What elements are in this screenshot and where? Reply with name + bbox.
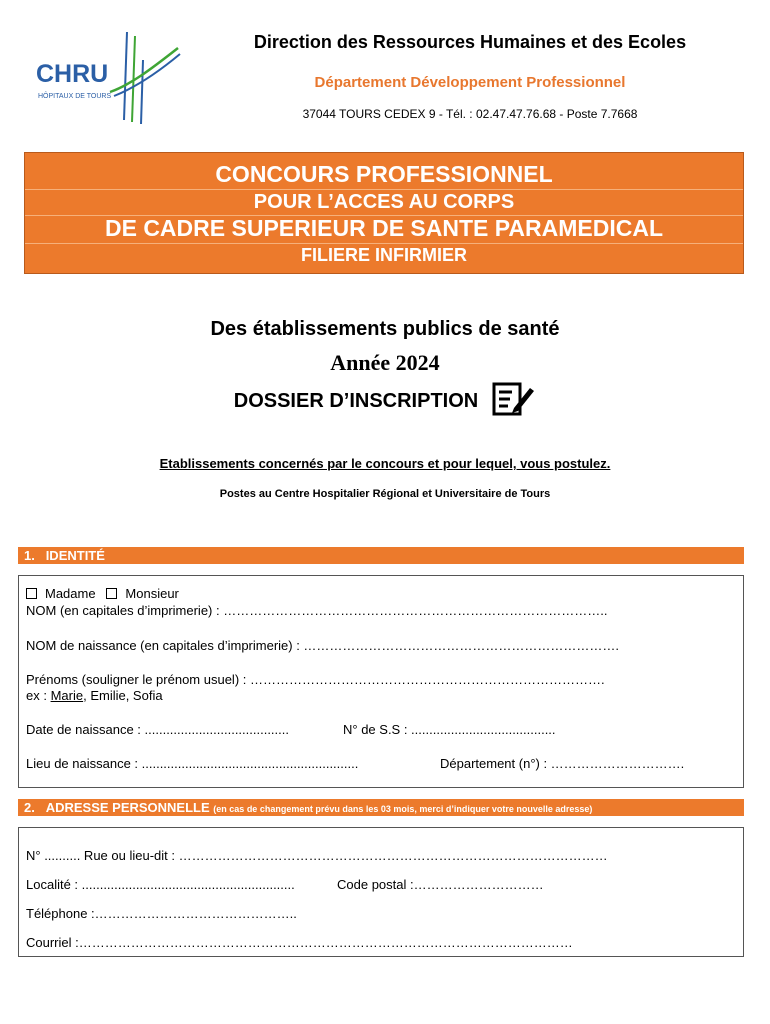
etablissements-title: Des établissements publics de santé (210, 318, 560, 340)
nom-field[interactable]: NOM (en capitales d’imprimerie) : …………………………………………………………………………….. (26, 603, 608, 618)
banner-line-1: CONCOURS PROFESSIONNEL (215, 161, 553, 187)
section-identite-header (18, 547, 744, 564)
logo-subtext: HÔPITAUX DE TOURS (38, 93, 112, 100)
madame-label: Madame (45, 586, 96, 601)
madame-checkbox[interactable] (26, 588, 37, 599)
direction-title: Direction des Ressources Humaines et des Ecoles (253, 32, 687, 52)
banner-line-4: FILIERE INFIRMIER (301, 245, 467, 265)
section-identite-number: 1. (24, 548, 35, 563)
logo-text: CHRU (36, 60, 109, 88)
section-identite-title: IDENTITÉ (45, 548, 105, 563)
civility-row (26, 586, 179, 601)
monsieur-label: Monsieur (125, 586, 179, 601)
example-prefix: ex : (26, 688, 51, 703)
lieu-naissance-field[interactable]: Lieu de naissance : ............................................................ (26, 756, 359, 771)
dossier-title: DOSSIER D’INSCRIPTION (233, 390, 479, 413)
section-adresse-box (18, 827, 744, 957)
nom-naissance-field[interactable]: NOM de naissance (en capitales d’imprimerie) : ………………………………………………………………. (26, 638, 620, 653)
address-line: 37044 TOURS CEDEX 9 - Tél. : 02.47.47.76.68 - Poste 7.7668 (302, 107, 638, 121)
banner-line-2: POUR L’ACCES AU CORPS (253, 191, 515, 213)
code-postal-field[interactable]: Code postal :………………………… (337, 877, 544, 892)
etablissements-concernes: Etablissements concernés par le concours et pour lequel, vous postulez. (159, 456, 611, 471)
example-rest: , Emilie, Sofia (83, 688, 163, 703)
annee-title: Année 2024 (330, 350, 440, 375)
chru-logo-graphic (30, 30, 190, 125)
num-ss-field[interactable]: N° de S.S : ........................................ (343, 722, 556, 737)
section-adresse-title: ADRESSE PERSONNELLE (45, 800, 210, 815)
rue-field[interactable]: N° .......... Rue ou lieu-dit : ……………………………………………………………………………………… (26, 848, 608, 863)
section-identite-box (18, 575, 744, 788)
prenoms-field[interactable]: Prénoms (souligner le prénom usuel) : ………………………………………………………………………. (26, 672, 605, 687)
section-adresse-number: 2. (24, 800, 35, 815)
title-banner (24, 152, 744, 274)
postes-text: Postes au Centre Hospitalier Régional et Universitaire de Tours (219, 488, 551, 500)
date-naissance-field[interactable]: Date de naissance : ........................................ (26, 722, 289, 737)
localite-field[interactable]: Localité : ........................................................... (26, 877, 295, 892)
example-usual-name: Marie (50, 688, 84, 703)
courriel-field[interactable]: Courriel :…………………………………………………………………………………………………… (26, 935, 573, 950)
telephone-field[interactable]: Téléphone :……………………………………….. (26, 906, 297, 921)
dossier-title-row (0, 382, 770, 422)
section-adresse-note: (en cas de changement prévu dans les 03 mois, merci d’indiquer votre nouvelle adresse) (213, 804, 593, 814)
edit-form-icon (492, 382, 536, 422)
banner-divider-1 (25, 189, 743, 190)
departement-field[interactable]: Département (n°) : …………………………. (440, 756, 685, 771)
monsieur-checkbox[interactable] (106, 588, 117, 599)
banner-divider-3 (25, 243, 743, 244)
departement-title: Département Développement Professionnel (314, 74, 626, 91)
chru-logo (30, 30, 190, 125)
section-adresse-header (18, 799, 744, 816)
banner-line-3: DE CADRE SUPERIEUR DE SANTE PARAMEDICAL (104, 215, 663, 241)
prenoms-example (26, 688, 163, 703)
